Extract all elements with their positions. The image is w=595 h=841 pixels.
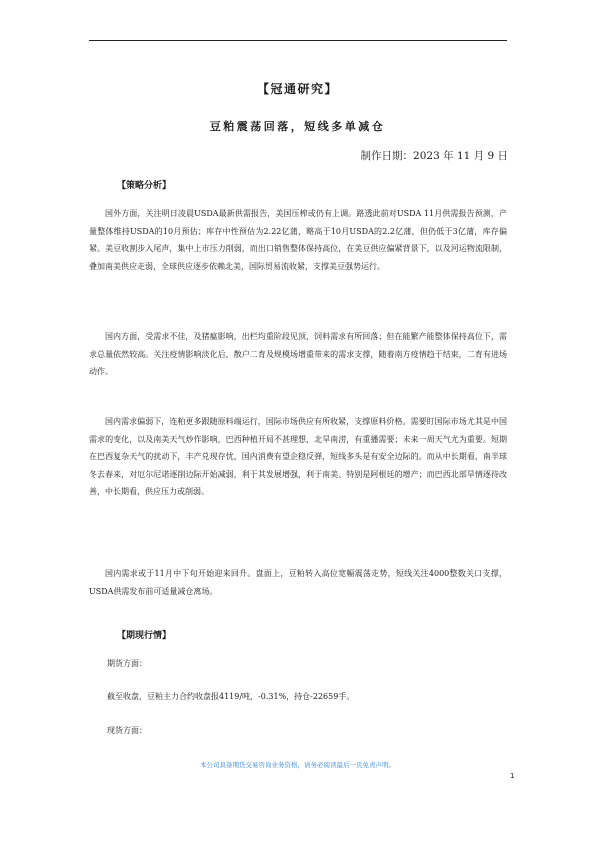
org-title: 【冠通研究】 — [256, 82, 338, 96]
futures-label: 期货方面： — [107, 659, 147, 668]
strategy-paragraph-3: 国内需求偏弱下，连粕更多跟随原料端运行，国际市场供应有所收紧，支撑原料价格。需要盯国际市场尤其是中国需求的变化，以及南美天气炒作影响，巴西种植开局不甚理想，北旱南涝，有重播需要；未来一周天气尤为重要。短期在巴西复杂天气的扰动下，丰产兑现存忧，国内消费有望企稳反弹，短线多头是有安全边际的。而从中长期看，南半球冬去春来，对厄尔尼诺逐削边际开始减弱，利于其发展增强，利于南美、特别是阿根廷的增产；而巴西北部旱情逐待改善，中长期看，供应压力或削弱。 — [89, 417, 507, 496]
report-date: 制作日期：2023 年 11 月 9 日 — [360, 150, 508, 162]
spot-label: 现货方面： — [107, 726, 147, 735]
strategy-paragraph-4: 国内需求或于11月中下旬开始迎来回升。盘面上，豆粕转入高位宽幅震荡走势，短线关注4000整数关口支撑，USDA供需发布前可适量减仓离场。 — [89, 569, 507, 596]
futures-text: 截至收盘，豆粕主力合约收盘报4119/吨，-0.31%，持仓-22659手。 — [107, 692, 355, 701]
strategy-paragraph-2: 国内方面，受需求不佳，及猪瘟影响，出栏均重阶段见顶，饲料需求有所回落；但在能繁产能整体保持高位下，需求总量依然较高。关注疫情影响淡化后，散户二育及规模场增重带来的需求支撑，随着南方疫情趋于结束，二育有进场动作。 — [89, 332, 507, 376]
section-heading-market: 【期现行情】 — [117, 631, 172, 641]
section-heading-strategy: 【策略分析】 — [117, 181, 172, 191]
page-number: 1 — [510, 772, 515, 780]
report-title: 豆粕震荡回落，短线多单减仓 — [209, 120, 386, 133]
footer-disclaimer: 本公司具备期货交易咨询业务资格，请务必阅读最后一页免责声明。 — [200, 761, 395, 769]
header-rule — [89, 40, 507, 41]
strategy-paragraph-1: 国外方面，关注明日凌晨USDA最新供需报告，美国压榨或仍有上调。路透此前对USDA 11月供需报告预测，产量整体维持USDA的10月预估；库存中性预估为2.22亿蒲，略高于10月USDA的2.2亿蒲，但仍低于3亿蒲，库存偏紧。美豆收割步入尾声，集中上市压力削弱，而出口销售整体保持高位，在美豆供应偏紧背景下，以及河运物流限制，叠加南美供应走弱，全球供应逐步依赖北美，国际贸易流收紧，支撑美豆强势运行。 — [89, 209, 507, 271]
